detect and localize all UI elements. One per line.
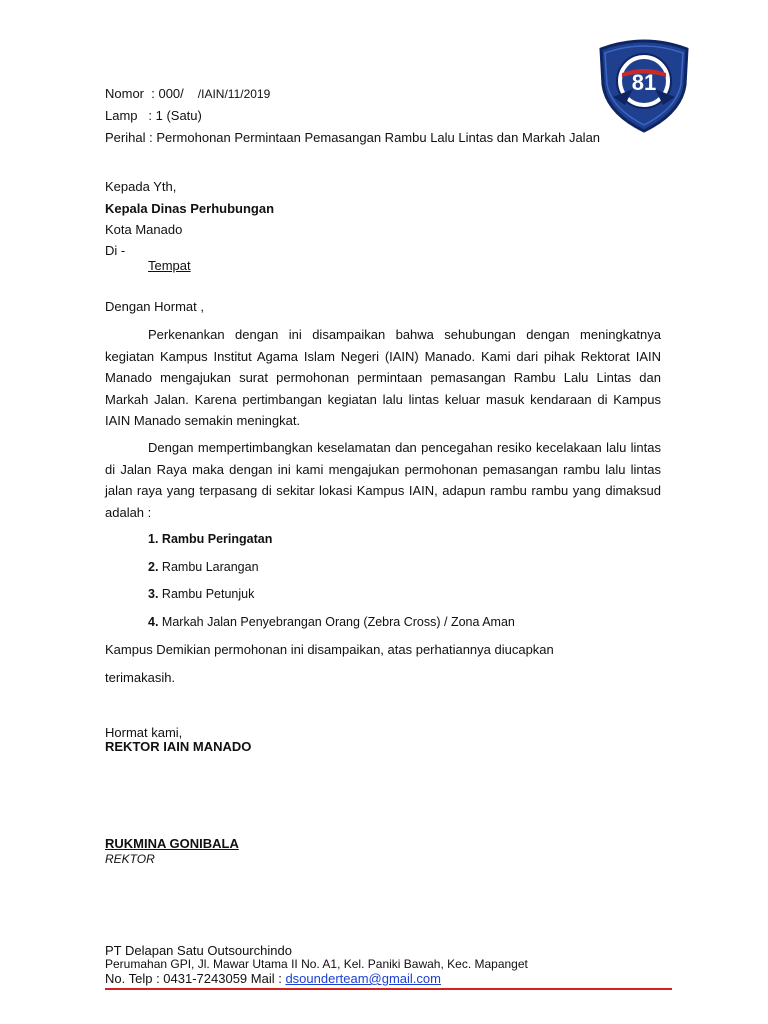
recipient-city: Kota Manado bbox=[105, 222, 183, 237]
lamp-row bbox=[105, 108, 202, 123]
lamp-label: Lamp bbox=[105, 108, 138, 123]
body-paragraph-1 bbox=[105, 324, 661, 432]
nomor-row bbox=[105, 86, 270, 101]
list-item bbox=[148, 532, 272, 546]
perihal-row bbox=[105, 130, 600, 145]
footer-phone: No. Telp : 0431-7243059 Mail : bbox=[105, 971, 286, 986]
footer-company: PT Delapan Satu Outsourchindo bbox=[105, 943, 292, 958]
recipient-greeting: Kepada Yth, bbox=[105, 179, 177, 194]
body-paragraph-2 bbox=[105, 437, 661, 523]
list-number: 4. bbox=[148, 615, 159, 629]
paragraph-text: Dengan mempertimbangkan keselamatan dan pencegahan resiko kecelakaan lalu lintas di Jalan Raya maka dengan ini kami mengajukan permohonan pemasangan rambu lalu lintas jalan raya yang terpasang di sekitar lokasi Kampus IAIN, adapun rambu rambu yang dimaksud adalah : bbox=[105, 440, 661, 520]
closing-line-2: terimakasih. bbox=[105, 670, 176, 685]
list-label: Rambu Petunjuk bbox=[161, 587, 255, 601]
list-item bbox=[148, 587, 254, 601]
lamp-value: : 1 (Satu) bbox=[148, 108, 202, 123]
nomor-label: Nomor bbox=[105, 86, 145, 101]
perihal-label: Perihal bbox=[105, 130, 146, 145]
recipient-title: Kepala Dinas Perhubungan bbox=[105, 201, 275, 216]
shield-emblem-icon bbox=[595, 33, 693, 133]
footer-address: Perumahan GPI, Jl. Mawar Utama II No. A1, Kel. Paniki Bawah, Kec. Mapanget bbox=[105, 957, 528, 971]
signature-regards: Hormat kami, bbox=[105, 725, 183, 740]
signature-position: REKTOR bbox=[105, 852, 155, 866]
salutation: Dengan Hormat , bbox=[105, 299, 204, 314]
logo-number: 81 bbox=[631, 70, 657, 95]
recipient-place: Tempat bbox=[148, 258, 191, 273]
signature-org: REKTOR IAIN MANADO bbox=[105, 739, 252, 754]
list-label: Rambu Peringatan bbox=[161, 532, 273, 546]
footer-divider bbox=[105, 988, 672, 990]
list-number: 2. bbox=[148, 560, 159, 574]
list-item bbox=[148, 560, 259, 574]
perihal-value: : Permohonan Permintaan Pemasangan Rambu Lalu Lintas dan Markah Jalan bbox=[149, 130, 601, 145]
list-number: 1. bbox=[148, 532, 159, 546]
list-number: 3. bbox=[148, 587, 159, 601]
closing-line-1: Kampus Demikian permohonan ini disampaikan, atas perhatiannya diucapkan bbox=[105, 642, 554, 657]
nomor-value: : 000/ bbox=[151, 86, 184, 101]
recipient-di: Di - bbox=[105, 243, 126, 258]
signature-name: RUKMINA GONIBALA bbox=[105, 836, 239, 851]
list-label: Rambu Larangan bbox=[161, 560, 259, 574]
nomor-suffix: /IAIN/11/2019 bbox=[197, 87, 271, 101]
list-label: Markah Jalan Penyebrangan Orang (Zebra Cross) / Zona Aman bbox=[161, 615, 515, 629]
list-item bbox=[148, 615, 515, 629]
company-logo bbox=[595, 33, 693, 133]
footer-email-link[interactable]: dsounderteam@gmail.com bbox=[285, 971, 441, 986]
footer-contact bbox=[105, 971, 441, 986]
paragraph-text: Perkenankan dengan ini disampaikan bahwa sehubungan dengan meningkatnya kegiatan Kampus Institut Agama Islam Negeri (IAIN) Manado. Kami dari pihak Rektorat IAIN Manado mengajukan surat permohonan permintaan pemasangan Rambu Lalu Lintas dan Markah Jalan. Karena pertimbangan kegiatan lalu lintas keluar masuk kendaraan di Kampus IAIN Manado semakin meningkat. bbox=[105, 327, 661, 428]
